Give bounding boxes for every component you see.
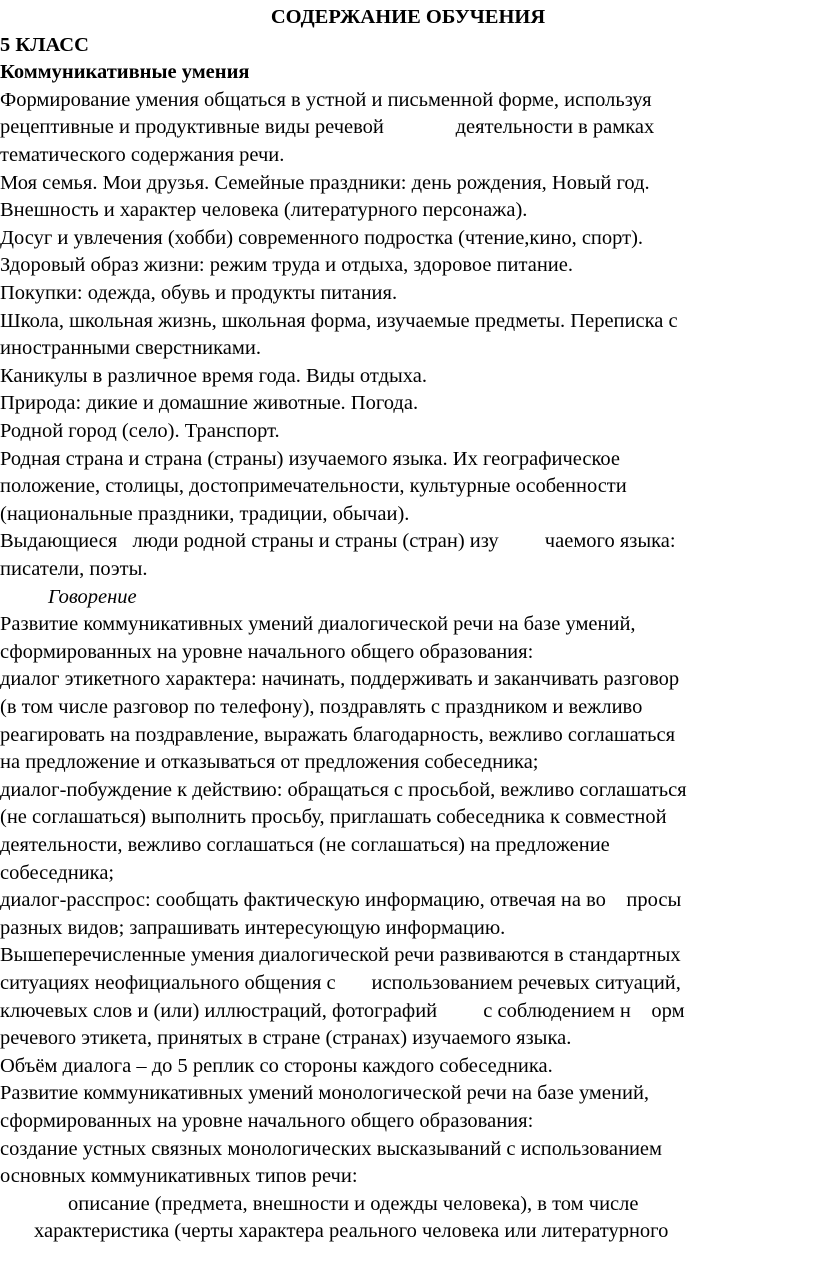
text-line: тематического содержания речи. [0,144,285,166]
text-line: Развитие коммуникативных умений диалогической речи на базе умений, [0,613,636,636]
text-line: Природа: дикие и домашние животные. Погода. [0,392,419,415]
text-line: диалог-расспрос: сообщать фактическую информацию, отвечая на во просы [0,889,682,912]
text-line: (не соглашаться) выполнить просьбу, приглашать собеседника к совместной [0,806,667,829]
text-line: разных видов; запрашивать интересующую информацию. [0,916,506,939]
text-line: сформированных на уровне начального общего образования: [0,1110,534,1132]
text-line: писатели, поэты. [0,558,148,580]
text-line: (в том числе разговор по телефону), поздравлять с праздником и вежливо [0,696,643,718]
text-line: Моя семья. Мои друзья. Семейные праздники: день рождения, Новый год. [0,171,650,194]
text-line: на предложение и отказываться от предложения собеседника; [0,751,539,774]
text-line: диалог-побуждение к действию: обращаться с просьбой, вежливо соглашаться [0,778,687,801]
text-line: диалог этикетного характера: начинать, поддерживать и заканчивать разговор [0,668,680,691]
text-line: Родная страна и страна (страны) изучаемого языка. Их географическое [0,447,620,470]
text-line: Выдающиеся люди родной страны и страны (стран) изу чаемого языка: [0,530,676,553]
text-line: Досуг и увлечения (хобби) современного подростка (чтение,кино, спорт). [0,226,644,249]
text-line: речевого этикета, принятых в стране (странах) изучаемого языка. [0,1027,572,1050]
text-line: (национальные праздники, традиции, обычаи). [0,502,410,525]
text-line: основных коммуникативных типов речи: [0,1165,358,1188]
text-line: рецептивные и продуктивные виды речевой деятельности в рамках [0,116,655,139]
section-heading: Коммуникативные умения [0,61,250,84]
text-line-indented: характеристика (черты характера реального человека или литературного [34,1220,669,1243]
text-line: ситуациях неофициального общения с использованием речевых ситуаций, [0,972,681,994]
text-line: Покупки: одежда, обувь и продукты питания. [0,282,398,304]
text-line: иностранными сверстниками. [0,337,261,360]
text-line: ключевых слов и (или) иллюстраций, фотографий с соблюдением н орм [0,999,685,1022]
text-line-indented: описание (предмета, внешности и одежды человека), в том числе [68,1192,639,1215]
text-line: реагировать на поздравление, выражать благодарность, вежливо соглашаться [0,723,676,746]
grade-heading: 5 КЛАСС [0,33,89,56]
text-line: Объём диалога – до 5 реплик со стороны каждого собеседника. [0,1054,553,1077]
text-line: собеседника; [0,861,115,884]
document-title: СОДЕРЖАНИЕ ОБУЧЕНИЯ [270,6,546,28]
text-line: Родной город (село). Транспорт. [0,420,280,442]
text-line: Внешность и характер человека (литературного персонажа). [0,199,528,222]
text-line: создание устных связных монологических высказываний с использованием [0,1137,662,1160]
text-line: Школа, школьная жизнь, школьная форма, изучаемые предметы. Переписка с [0,309,678,332]
text-line: Развитие коммуникативных умений монологической речи на базе умений, [0,1082,650,1105]
text-line: деятельности, вежливо соглашаться (не соглашаться) на предложение [0,834,610,856]
subheading-speaking: Говорение [48,585,137,608]
text-line: Формирование умения общаться в устной и письменной форме, используя [0,88,652,111]
text-line: Здоровый образ жизни: режим труда и отдыха, здоровое питание. [0,254,573,277]
text-line: сформированных на уровне начального общего образования: [0,640,534,663]
text-line: Вышеперечисленные умения диалогической речи развиваются в стандартных [0,944,681,967]
text-line: Каникулы в различное время года. Виды отдыха. [0,364,427,387]
text-line: положение, столицы, достопримечательности, культурные особенности [0,475,627,498]
